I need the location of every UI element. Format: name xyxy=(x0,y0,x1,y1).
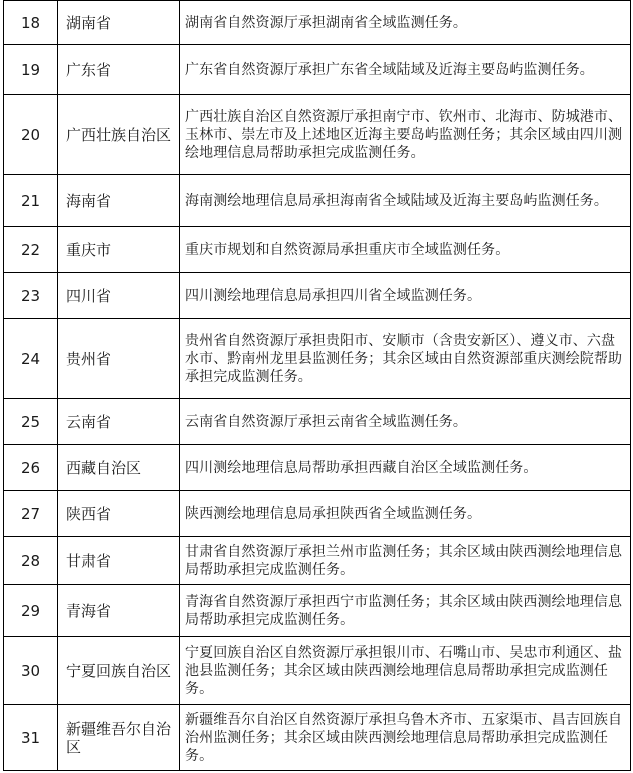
row-number: 22 xyxy=(4,227,58,273)
table-row xyxy=(4,319,631,399)
province-name: 宁夏回族自治区 xyxy=(58,637,180,705)
province-name: 西藏自治区 xyxy=(58,445,180,491)
province-name: 贵州省 xyxy=(58,319,180,399)
province-name: 甘肃省 xyxy=(58,537,180,585)
task-description: 湖南省自然资源厅承担湖南省全域监测任务。 xyxy=(180,1,631,45)
table-row xyxy=(4,585,631,637)
task-description: 宁夏回族自治区自然资源厅承担银川市、石嘴山市、吴忠市利通区、盐池县监测任务；其余区域由陕西测绘地理信息局帮助承担完成监测任务。 xyxy=(180,637,631,705)
row-number: 31 xyxy=(4,705,58,771)
table-row xyxy=(4,227,631,273)
task-description: 贵州省自然资源厅承担贵阳市、安顺市（含贵安新区）、遵义市、六盘水市、黔南州龙里县监测任务；其余区域由自然资源部重庆测绘院帮助承担完成监测任务。 xyxy=(180,319,631,399)
province-name: 云南省 xyxy=(58,399,180,445)
monitoring-task-table xyxy=(3,0,631,771)
row-number: 19 xyxy=(4,45,58,95)
row-number: 24 xyxy=(4,319,58,399)
table-row xyxy=(4,705,631,771)
table-row xyxy=(4,273,631,319)
province-name: 新疆维吾尔自治区 xyxy=(58,705,180,771)
task-description: 重庆市规划和自然资源局承担重庆市全域监测任务。 xyxy=(180,227,631,273)
row-number: 18 xyxy=(4,1,58,45)
row-number: 28 xyxy=(4,537,58,585)
row-number: 23 xyxy=(4,273,58,319)
table-row xyxy=(4,45,631,95)
table-body xyxy=(4,1,631,771)
task-description: 陕西测绘地理信息局承担陕西省全域监测任务。 xyxy=(180,491,631,537)
task-description: 广西壮族自治区自然资源厅承担南宁市、钦州市、北海市、防城港市、玉林市、崇左市及上述地区近海主要岛屿监测任务；其余区域由四川测绘地理信息局帮助承担完成监测任务。 xyxy=(180,95,631,175)
province-name: 广东省 xyxy=(58,45,180,95)
table-row xyxy=(4,445,631,491)
table-row xyxy=(4,175,631,227)
task-description: 四川测绘地理信息局承担四川省全域监测任务。 xyxy=(180,273,631,319)
task-description: 四川测绘地理信息局帮助承担西藏自治区全域监测任务。 xyxy=(180,445,631,491)
table-row xyxy=(4,399,631,445)
task-description: 广东省自然资源厅承担广东省全域陆域及近海主要岛屿监测任务。 xyxy=(180,45,631,95)
task-description: 云南省自然资源厅承担云南省全域监测任务。 xyxy=(180,399,631,445)
row-number: 26 xyxy=(4,445,58,491)
task-description: 青海省自然资源厅承担西宁市监测任务；其余区域由陕西测绘地理信息局帮助承担完成监测任务。 xyxy=(180,585,631,637)
province-name: 广西壮族自治区 xyxy=(58,95,180,175)
table-row xyxy=(4,491,631,537)
row-number: 29 xyxy=(4,585,58,637)
table-row xyxy=(4,637,631,705)
row-number: 20 xyxy=(4,95,58,175)
row-number: 25 xyxy=(4,399,58,445)
task-description: 甘肃省自然资源厅承担兰州市监测任务；其余区域由陕西测绘地理信息局帮助承担完成监测任务。 xyxy=(180,537,631,585)
row-number: 21 xyxy=(4,175,58,227)
province-name: 重庆市 xyxy=(58,227,180,273)
province-name: 青海省 xyxy=(58,585,180,637)
table-row xyxy=(4,1,631,45)
table-row xyxy=(4,537,631,585)
task-description: 新疆维吾尔自治区自然资源厅承担乌鲁木齐市、五家渠市、昌吉回族自治州监测任务；其余区域由陕西测绘地理信息局帮助承担完成监测任务。 xyxy=(180,705,631,771)
task-description: 海南测绘地理信息局承担海南省全域陆域及近海主要岛屿监测任务。 xyxy=(180,175,631,227)
row-number: 30 xyxy=(4,637,58,705)
province-name: 海南省 xyxy=(58,175,180,227)
province-name: 四川省 xyxy=(58,273,180,319)
province-name: 陕西省 xyxy=(58,491,180,537)
province-name: 湖南省 xyxy=(58,1,180,45)
table-row xyxy=(4,95,631,175)
row-number: 27 xyxy=(4,491,58,537)
